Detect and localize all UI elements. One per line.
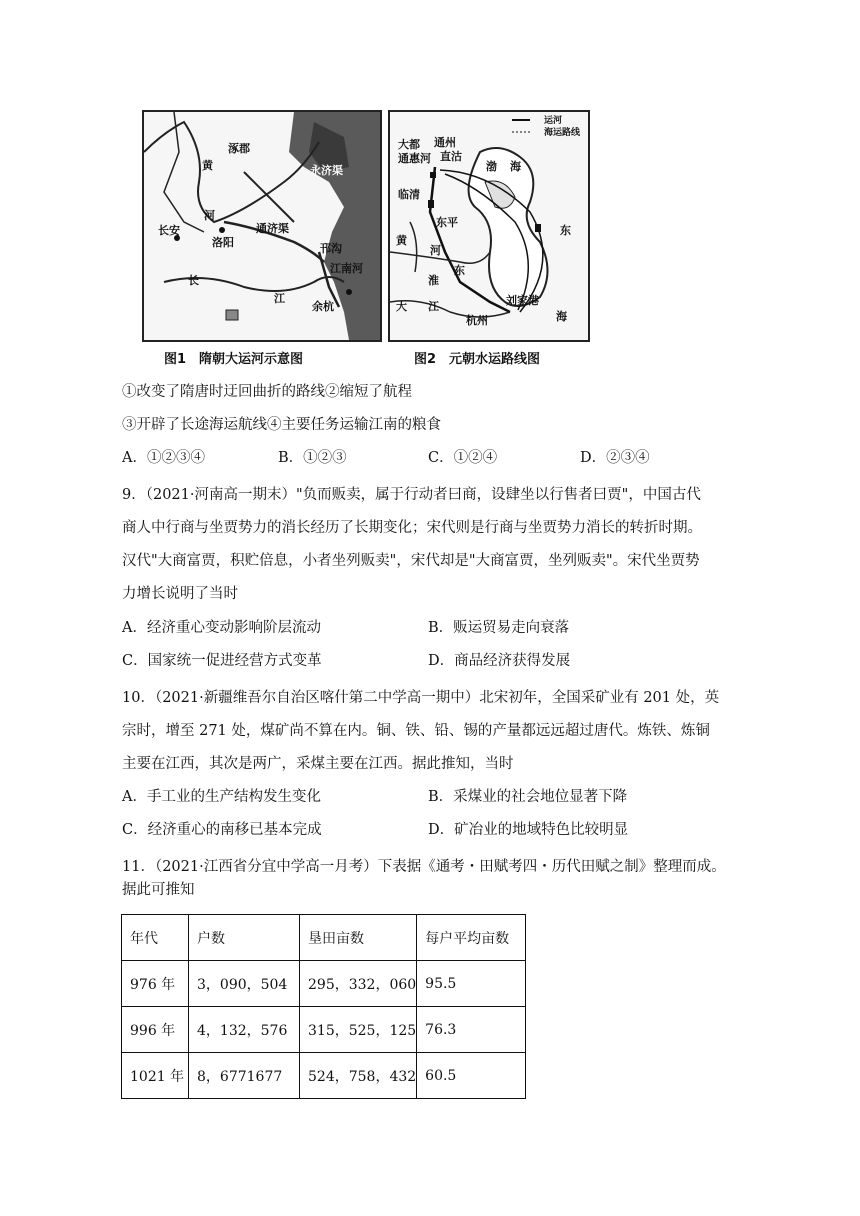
label-liujiagang: 刘家港 — [506, 294, 539, 307]
label-huang: 黄 — [202, 159, 213, 172]
label-huang-2: 黄 — [396, 234, 407, 247]
q8-option-b[interactable]: B．①②③ — [278, 450, 347, 466]
table-cell: 976 年 — [122, 961, 189, 1007]
q8-option-d[interactable]: D．②③④ — [580, 450, 650, 466]
q9-option-c[interactable]: C．国家统一促进经营方式变革 — [122, 653, 322, 669]
q10-option-a[interactable]: A．手工业的生产结构发生变化 — [122, 789, 321, 805]
fig1-caption: 图1 隋朝大运河示意图 — [164, 352, 304, 367]
table-cell: 1021 年 — [122, 1053, 189, 1099]
q9-line-2: 商人中行商与坐贾势力的消长经历了长期变化；宋代则是行商与坐贾势力消长的转折时期。 — [122, 520, 702, 536]
label-changan: 长安 — [158, 224, 180, 237]
label-tongjiqu: 通济渠 — [256, 222, 289, 235]
table-cell: 295，332，060 — [300, 961, 417, 1007]
table-cell: 3，090，504 — [189, 961, 300, 1007]
label-jiang-2: 江 — [428, 300, 439, 313]
legend-sea-route: 海运路线 — [544, 128, 581, 138]
sui-grand-canal-map — [142, 110, 382, 342]
q9-option-a[interactable]: A．经济重心变动影响阶层流动 — [122, 620, 321, 636]
q10-line-1: 10．（2021·新疆维吾尔自治区喀什第二中学高一期中）北宋初年，全国采矿业有 201 处，英 — [122, 690, 720, 706]
table-cell: 95.5 — [417, 961, 526, 1007]
q8-option-c[interactable]: C．①②④ — [428, 450, 498, 466]
table-header: 每户平均亩数 — [417, 915, 526, 961]
table-row — [122, 961, 526, 1007]
table-cell: 996 年 — [122, 1007, 189, 1053]
label-da: 大 — [396, 300, 407, 313]
q8-statements-1: ①改变了隋唐时迂回曲折的路线②缩短了航程 — [122, 384, 412, 400]
table-cell: 4，132，576 — [189, 1007, 300, 1053]
q10-option-b[interactable]: B．采煤业的社会地位显著下降 — [428, 789, 628, 805]
q9-line-3: 汉代"大商富贾，积贮倍息，小者坐列贩卖"，宋代却是"大商富贾，坐列贩卖"。宋代坐贾势 — [122, 553, 700, 569]
table-cell: 8，6771677 — [189, 1053, 300, 1099]
table-cell: 524，758，432 — [300, 1053, 417, 1099]
fig2-caption: 图2 元朝水运路线图 — [414, 352, 541, 367]
q10-line-2: 宗时，增至 271 处，煤矿尚不算在内。铜、铁、铅、锡的产量都远远超过唐代。炼铁、炼铜 — [122, 723, 710, 739]
q10-option-c[interactable]: C．经济重心的南移已基本完成 — [122, 822, 322, 838]
label-dongping: 东平 — [436, 216, 458, 229]
q11-line-2: 据此可推知 — [122, 882, 195, 898]
label-zhuojun: 涿郡 — [228, 142, 250, 155]
label-zhigu: 直沽 — [440, 150, 462, 163]
yuan-water-transport-map — [388, 110, 590, 342]
label-luoyang: 洛阳 — [212, 236, 234, 249]
table-header: 年代 — [122, 915, 189, 961]
q8-statements-2: ③开辟了长途海运航线④主要任务运输江南的粮食 — [122, 417, 441, 433]
label-huai: 淮 — [428, 274, 439, 287]
table-cell: 76.3 — [417, 1007, 526, 1053]
label-dong-sea: 东 — [560, 224, 571, 237]
label-chang: 长 — [188, 274, 199, 287]
label-jiang: 江 — [274, 292, 285, 305]
q10-option-d[interactable]: D．矿冶业的地域特色比较明显 — [428, 822, 629, 838]
legend-canal: 运河 — [544, 116, 563, 126]
label-hangzhou: 杭州 — [466, 314, 488, 327]
label-he-2: 河 — [430, 244, 441, 257]
label-he: 河 — [204, 209, 215, 222]
label-linqing: 临清 — [398, 188, 420, 201]
label-tongzhou: 通州 — [434, 136, 456, 149]
label-bo: 渤 — [486, 160, 497, 173]
label-yuhang: 余杭 — [312, 300, 334, 313]
q9-line-1: 9．（2021·河南高一期末）"负而贩卖，属于行动者曰商，设肆坐以行售者曰贾"，中国古代 — [122, 487, 701, 503]
table-header: 垦田亩数 — [300, 915, 417, 961]
table-header-row — [122, 915, 526, 961]
label-shangou: 邗沟 — [320, 242, 342, 255]
q9-option-d[interactable]: D．商品经济获得发展 — [428, 653, 571, 669]
label-jiangnanhe: 江南河 — [330, 262, 363, 275]
table-row — [122, 1007, 526, 1053]
label-yongjiqu: 永济渠 — [310, 164, 343, 177]
table-cell: 60.5 — [417, 1053, 526, 1099]
label-hai-2: 海 — [556, 310, 567, 323]
table-row — [122, 1053, 526, 1099]
land-tax-table — [121, 914, 526, 1099]
q9-line-4: 力增长说明了当时 — [122, 586, 238, 602]
label-dong: 东 — [454, 264, 465, 277]
q10-line-3: 主要在江西，其次是两广，采煤主要在江西。据此推知，当时 — [122, 756, 514, 772]
label-hai: 海 — [510, 160, 521, 173]
label-dadu: 大都 — [398, 138, 420, 151]
label-tonghuihe: 通惠河 — [398, 152, 431, 165]
q9-option-b[interactable]: B．贩运贸易走向衰落 — [428, 620, 570, 636]
map-figures — [142, 110, 588, 372]
q8-option-a[interactable]: A．①②③④ — [122, 450, 205, 466]
table-cell: 315，525，125 — [300, 1007, 417, 1053]
table-header: 户数 — [189, 915, 300, 961]
q11-line-1: 11．（2021·江西省分宜中学高一月考）下表据《通考・田赋考四・历代田赋之制》整理而成。 — [122, 859, 726, 875]
